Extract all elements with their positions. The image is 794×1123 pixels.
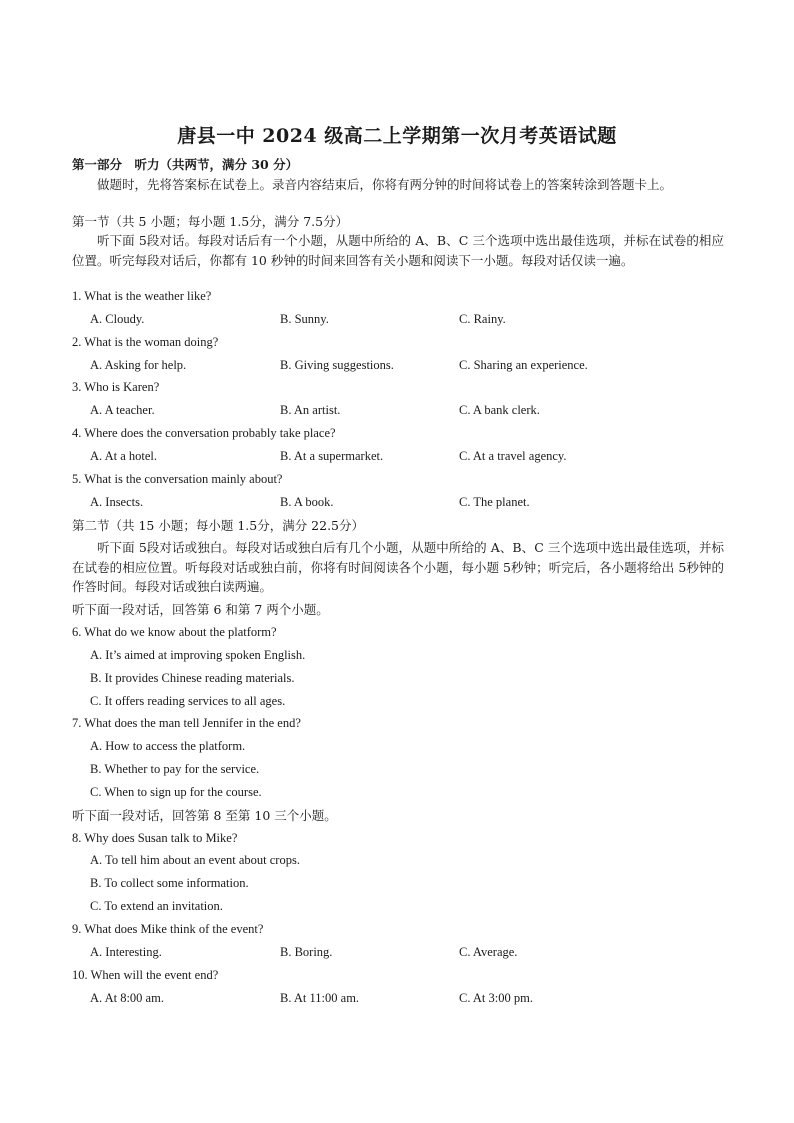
option-a: A. A teacher.: [90, 403, 155, 417]
question-stem: 4. Where does the conversation probably take place?: [72, 426, 336, 440]
section2-instruction: 听下面 5段对话或独白。每段对话或独白后有几个小题，从题中所给的 A、B、C 三个选项中选出最佳选项，并标在试卷的相应位置。听每段对话或独白前，你将有时间阅读各个小题，每小题 5秒钟；听完后，各小题将给出 5秒钟的作答时间。每段对话或独白读两遍。: [72, 540, 724, 594]
section1-heading: 第一节（共 5 小题；每小题 1.5分，满分 7.5分）: [72, 214, 349, 229]
section2-heading: 第二节（共 15 小题；每小题 1.5分，满分 22.5分）: [72, 518, 365, 533]
option-c: C. Average.: [459, 945, 518, 959]
option-c: C. Rainy.: [459, 312, 506, 326]
group-intro: 听下面一段对话，回答第 6 和第 7 两个小题。: [72, 602, 329, 617]
option-c: C. When to sign up for the course.: [90, 785, 262, 799]
option-c: C. The planet.: [459, 495, 530, 509]
option-b: B. Boring.: [280, 945, 333, 959]
option-a: A. To tell him about an event about crops.: [90, 853, 300, 867]
option-b: B. At 11:00 am.: [280, 991, 360, 1005]
question-stem: 3. Who is Karen?: [72, 380, 160, 394]
question-stem: 7. What does the man tell Jennifer in the end?: [72, 716, 301, 730]
question-stem: 2. What is the woman doing?: [72, 335, 219, 349]
option-b: B. An artist.: [280, 403, 341, 417]
part1-heading: 第一部分 听力（共两节，满分 30 分）: [72, 157, 299, 172]
option-a: A. At 8:00 am.: [90, 991, 164, 1005]
option-c: C. To extend an invitation.: [90, 899, 223, 913]
option-c: C. At a travel agency.: [459, 449, 567, 463]
option-a: A. Asking for help.: [90, 358, 187, 372]
option-a: A. Insects.: [90, 495, 144, 509]
option-a: A. Cloudy.: [90, 312, 145, 326]
question-stem: 10. When will the event end?: [72, 968, 219, 982]
option-c: C. Sharing an experience.: [459, 358, 588, 372]
option-b: B. It provides Chinese reading materials.: [90, 671, 295, 685]
question-stem: 5. What is the conversation mainly about?: [72, 472, 283, 486]
option-c: C. At 3:00 pm.: [459, 991, 533, 1005]
question-stem: 8. Why does Susan talk to Mike?: [72, 831, 238, 845]
option-a: A. At a hotel.: [90, 449, 158, 463]
question-stem: 1. What is the weather like?: [72, 289, 212, 303]
option-a: A. Interesting.: [90, 945, 162, 959]
option-b: B. To collect some information.: [90, 876, 249, 890]
option-b: B. A book.: [280, 495, 334, 509]
option-b: B. Whether to pay for the service.: [90, 762, 260, 776]
option-c: C. It offers reading services to all ages.: [90, 694, 286, 708]
option-a: A. It’s aimed at improving spoken English.: [90, 648, 306, 662]
option-c: C. A bank clerk.: [459, 403, 540, 417]
question-stem: 9. What does Mike think of the event?: [72, 922, 264, 936]
option-b: B. Sunny.: [280, 312, 329, 326]
exam-title: 唐县一中 2024 级高二上学期第一次月考英语试题: [177, 125, 617, 147]
section1-instruction: 听下面 5段对话。每段对话后有一个小题，从题中所给的 A、B、C 三个选项中选出最佳选项，并标在试卷的相应位置。听完每段对话后，你都有 10 秒钟的时间来回答有关小题和阅读下一小题。每段对话仅读一遍。: [72, 233, 724, 268]
option-b: B. Giving suggestions.: [280, 358, 394, 372]
group-intro: 听下面一段对话，回答第 8 至第 10 三个小题。: [72, 808, 337, 823]
question-stem: 6. What do we know about the platform?: [72, 625, 277, 639]
part1-instruction: 做题时，先将答案标在试卷上。录音内容结束后，你将有两分钟的时间将试卷上的答案转涂到答题卡上。: [97, 177, 673, 192]
option-b: B. At a supermarket.: [280, 449, 384, 463]
option-a: A. How to access the platform.: [90, 739, 246, 753]
